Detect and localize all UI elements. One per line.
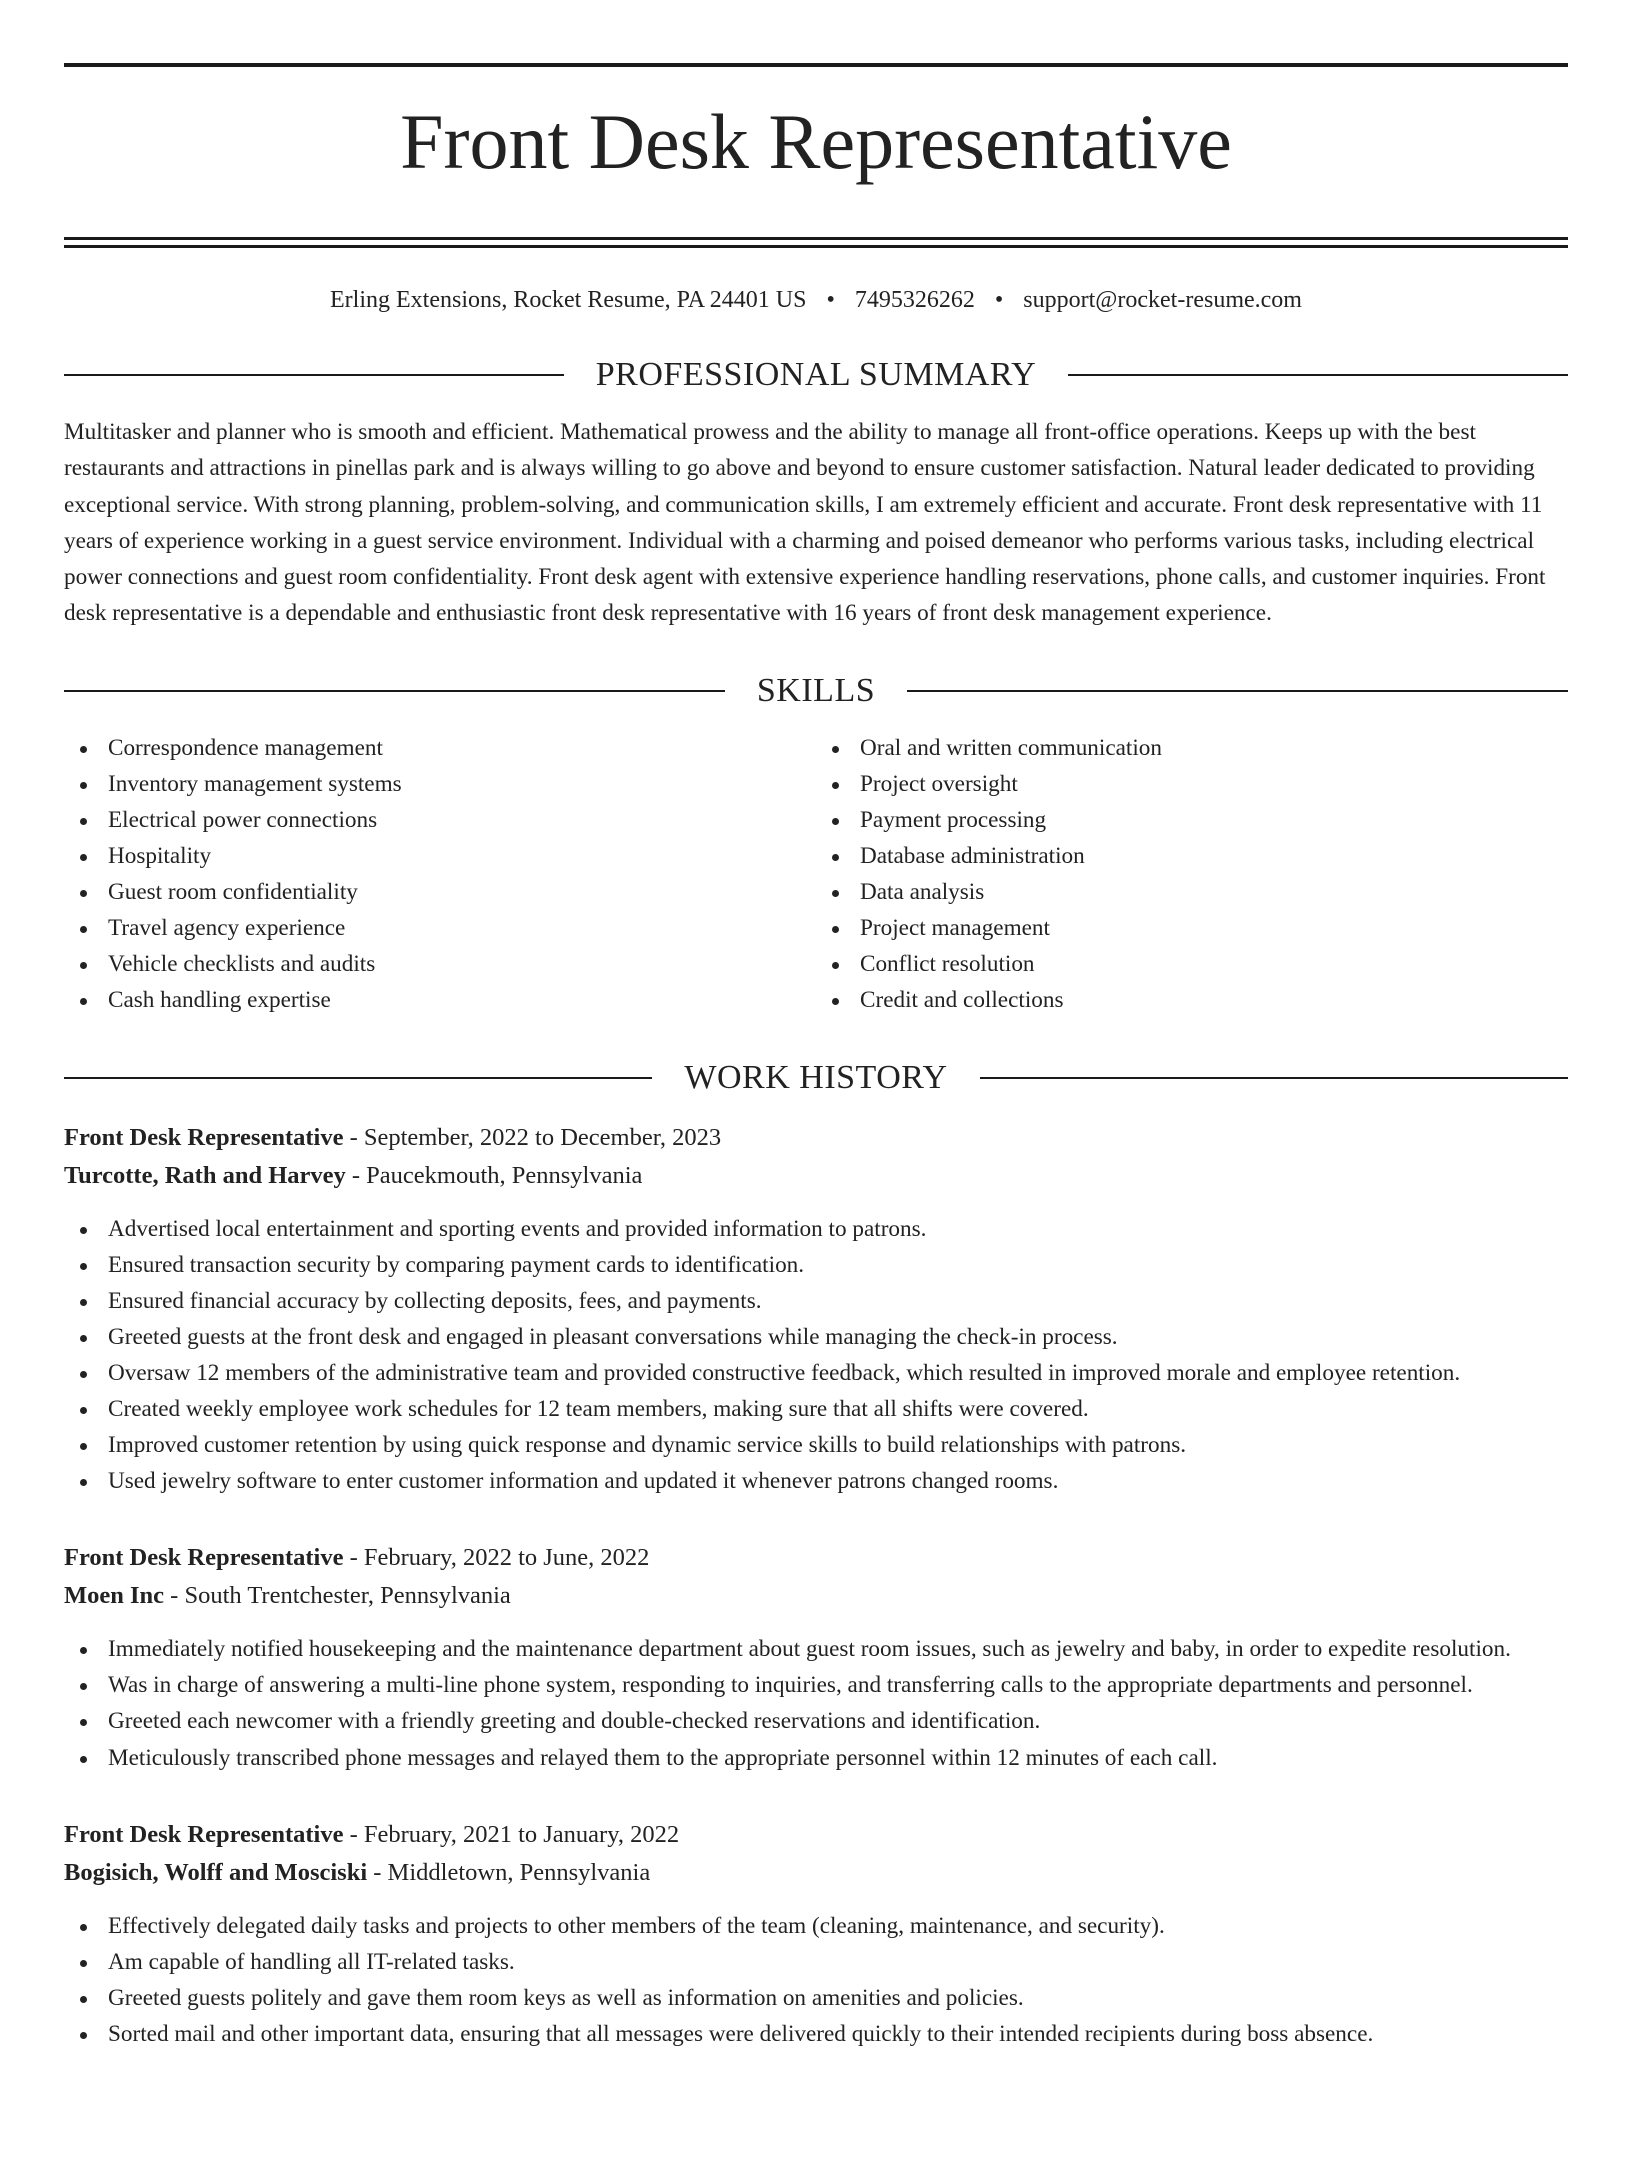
summary-text: Multitasker and planner who is smooth and efficient. Mathematical prowess and the ability to manage all front-office operations. Keeps up with the best restaurants and attractions in pinellas park and is always willing to go above and beyond to ensure customer satisfaction. Natural leader dedicated to providing exceptional service. With strong planning, problem-solving, and communication skills, I am extremely efficient and accurate. Front desk representative with 11 years of experience working in a guest service environment. Individual with a charming and poised demeanor who performs various tasks, including electrical power connections and guest room confidentiality. Front desk agent with extensive experience handling reservations, phone calls, and customer inquiries. Front desk representative is a dependable and enthusiastic front desk representative with 16 years of front desk management experience. [64, 419, 1546, 627]
section-rule-left [64, 1077, 652, 1079]
job-dates: - February, 2021 to January, 2022 [343, 1820, 680, 1848]
summary-section-header [64, 356, 1568, 394]
work-heading: WORK HISTORY [684, 1058, 948, 1096]
skill-item: Project oversight [816, 766, 1568, 802]
skill-item: Travel agency experience [64, 910, 816, 946]
job-bullet: Effectively delegated daily tasks and projects to other members of the team (cleaning, maintenance, and security). [64, 1908, 1568, 1944]
section-rule-left [64, 374, 564, 376]
job-title: Front Desk Representative [64, 1544, 344, 1572]
skills-columns [64, 730, 1568, 1019]
job-bullet: Oversaw 12 members of the administrative team and provided constructive feedback, which resulted in improved morale and employee retention. [64, 1355, 1568, 1391]
skill-item: Data analysis [816, 874, 1568, 910]
job-title-line [64, 1539, 1568, 1577]
skill-item: Credit and collections [816, 982, 1568, 1018]
job-bullet: Greeted guests at the front desk and engaged in pleasant conversations while managing the check-in process. [64, 1319, 1568, 1355]
skill-item: Hospitality [64, 838, 816, 874]
title-double-rule [64, 237, 1568, 248]
job-entry [64, 1119, 1568, 1500]
job-title-line [64, 1816, 1568, 1854]
section-rule-right [907, 690, 1568, 692]
work-section-header [64, 1059, 1568, 1097]
job-bullets [64, 1908, 1568, 2052]
job-entry [64, 1816, 1568, 2052]
job-bullet: Was in charge of answering a multi-line phone system, responding to inquiries, and transferring calls to the appropriate departments and personnel. [64, 1667, 1568, 1703]
skill-item: Oral and written communication [816, 730, 1568, 766]
skill-item: Correspondence management [64, 730, 816, 766]
job-bullet: Improved customer retention by using quick response and dynamic service skills to build relationships with patrons. [64, 1427, 1568, 1463]
skill-item: Cash handling expertise [64, 982, 816, 1018]
summary-heading: PROFESSIONAL SUMMARY [595, 356, 1037, 393]
job-bullet: Am capable of handling all IT-related tasks. [64, 1944, 1568, 1980]
job-company-line [64, 1577, 1568, 1615]
skill-item: Project management [816, 910, 1568, 946]
skills-section-header [64, 672, 1568, 710]
section-rule-right [1068, 374, 1568, 376]
job-bullet: Meticulously transcribed phone messages and relayed them to the appropriate personnel within 12 minutes of each call. [64, 1740, 1568, 1776]
job-location: - Middletown, Pennsylvania [367, 1858, 651, 1886]
job-company: Turcotte, Rath and Harvey [64, 1161, 346, 1189]
job-entry [64, 1539, 1568, 1775]
resume-title: Front Desk Representative [400, 98, 1232, 185]
job-bullets [64, 1631, 1568, 1775]
job-dates: - February, 2022 to June, 2022 [343, 1544, 650, 1572]
skill-item: Conflict resolution [816, 946, 1568, 982]
job-title: Front Desk Representative [64, 1123, 344, 1151]
skill-item: Database administration [816, 838, 1568, 874]
skill-item: Guest room confidentiality [64, 874, 816, 910]
job-bullet: Sorted mail and other important data, ensuring that all messages were delivered quickly to their intended recipients during boss absence. [64, 2016, 1568, 2052]
job-company: Moen Inc [64, 1582, 165, 1610]
resume-page [0, 63, 1632, 2175]
job-dates: - September, 2022 to December, 2023 [343, 1123, 722, 1151]
skill-item: Vehicle checklists and audits [64, 946, 816, 982]
job-bullets [64, 1211, 1568, 1500]
job-bullet: Greeted guests politely and gave them room keys as well as information on amenities and policies. [64, 1980, 1568, 2016]
job-bullet: Created weekly employee work schedules for 12 team members, making sure that all shifts were covered. [64, 1391, 1568, 1427]
skills-right-column [816, 730, 1568, 1019]
job-title-line [64, 1119, 1568, 1157]
contact-email: support@rocket-resume.com [1023, 287, 1302, 313]
job-bullet: Greeted each newcomer with a friendly greeting and double-checked reservations and identification. [64, 1703, 1568, 1739]
skill-item: Inventory management systems [64, 766, 816, 802]
contact-address: Erling Extensions, Rocket Resume, PA 24401 US [330, 287, 807, 313]
contact-phone: 7495326262 [854, 287, 975, 313]
skills-heading: SKILLS [756, 671, 876, 709]
contact-separator: • [826, 287, 835, 313]
job-company-line [64, 1157, 1568, 1195]
skill-item: Electrical power connections [64, 802, 816, 838]
job-bullet: Immediately notified housekeeping and the maintenance department about guest room issues, such as jewelry and baby, in order to expedite resolution. [64, 1631, 1568, 1667]
skills-left-column [64, 730, 816, 1019]
contact-line [64, 284, 1568, 316]
contact-separator: • [994, 287, 1004, 313]
job-title: Front Desk Representative [64, 1820, 344, 1848]
job-company-line [64, 1854, 1568, 1892]
job-company: Bogisich, Wolff and Mosciski [64, 1858, 368, 1886]
job-bullet: Ensured financial accuracy by collecting deposits, fees, and payments. [64, 1283, 1568, 1319]
job-location: - South Trentchester, Pennsylvania [164, 1582, 511, 1610]
skill-item: Payment processing [816, 802, 1568, 838]
job-bullet: Ensured transaction security by comparing payment cards to identification. [64, 1247, 1568, 1283]
section-rule-left [64, 690, 725, 692]
job-location: - Paucekmouth, Pennsylvania [345, 1161, 643, 1189]
job-bullet: Used jewelry software to enter customer information and updated it whenever patrons changed rooms. [64, 1463, 1568, 1499]
section-rule-right [980, 1077, 1568, 1079]
job-bullet: Advertised local entertainment and sporting events and provided information to patrons. [64, 1211, 1568, 1247]
